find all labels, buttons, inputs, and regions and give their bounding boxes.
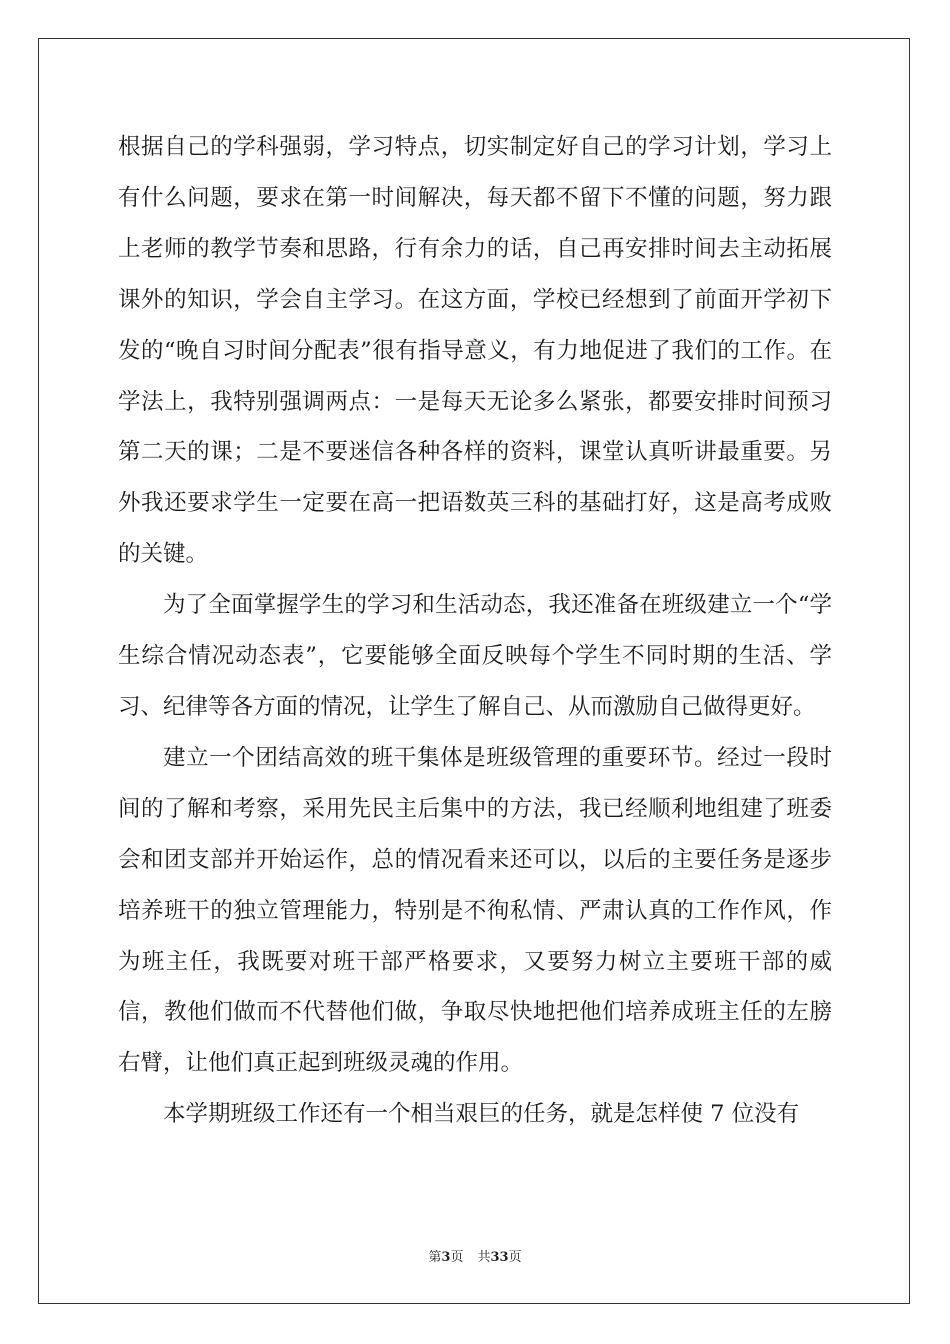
paragraph-3: 建立一个团结高效的班干集体是班级管理的重要环节。经过一段时间的了解和考察，采用先民主后集中的方法，我已经顺利地组建了班委会和团支部并开始运作，总的情况看来还可以，以后的主要任务是逐步培养班干的独立管理能力，特别是不徇私情、严肃认真的工作作风，作为班主任，我既要对班干部严格要求，又要努力树立主要班干部的威信，教他们做而不代替他们做，争取尽快地把他们培养成班主任的左膀右臂，让他们真正起到班级灵魂的作用。	[118, 744, 832, 1077]
total-page-number: 33	[490, 1250, 509, 1265]
document-body	[118, 122, 832, 1140]
paragraph-4: 本学期班级工作还有一个相当艰巨的任务，就是怎样使 7 位没有	[163, 1101, 800, 1128]
current-page-number: 3	[441, 1250, 451, 1265]
paragraph-2: 为了全面掌握学生的学习和生活动态，我还准备在班级建立一个“学生综合情况动态表”，它要能够全面反映每个学生不同时期的生活、学习、纪律等各方面的情况，让学生了解自己、从而激励自己做得更好。	[118, 592, 832, 720]
page-number-label: 第3页	[428, 1250, 464, 1265]
paragraph-1: 根据自己的学科强弱，学习特点，切实制定好自己的学习计划，学习上有什么问题，要求在第一时间解决，每天都不留下不懂的问题，努力跟上老师的教学节奏和思路，行有余力的话，自己再安排时间去主动拓展课外的知识，学会自主学习。在这方面，学校已经想到了前面开学初下发的“晚自习时间分配表”很有指导意义，有力地促进了我们的工作。在学法上，我特别强调两点：一是每天无论多么紧张，都要安排时间预习第二天的课；二是不要迷信各种各样的资料，课堂认真听讲最重要。另外我还要求学生一定要在高一把语数英三科的基础打好，这是高考成败的关键。	[118, 134, 832, 568]
page-footer	[0, 1246, 950, 1265]
total-pages-label: 共33页	[477, 1250, 522, 1265]
